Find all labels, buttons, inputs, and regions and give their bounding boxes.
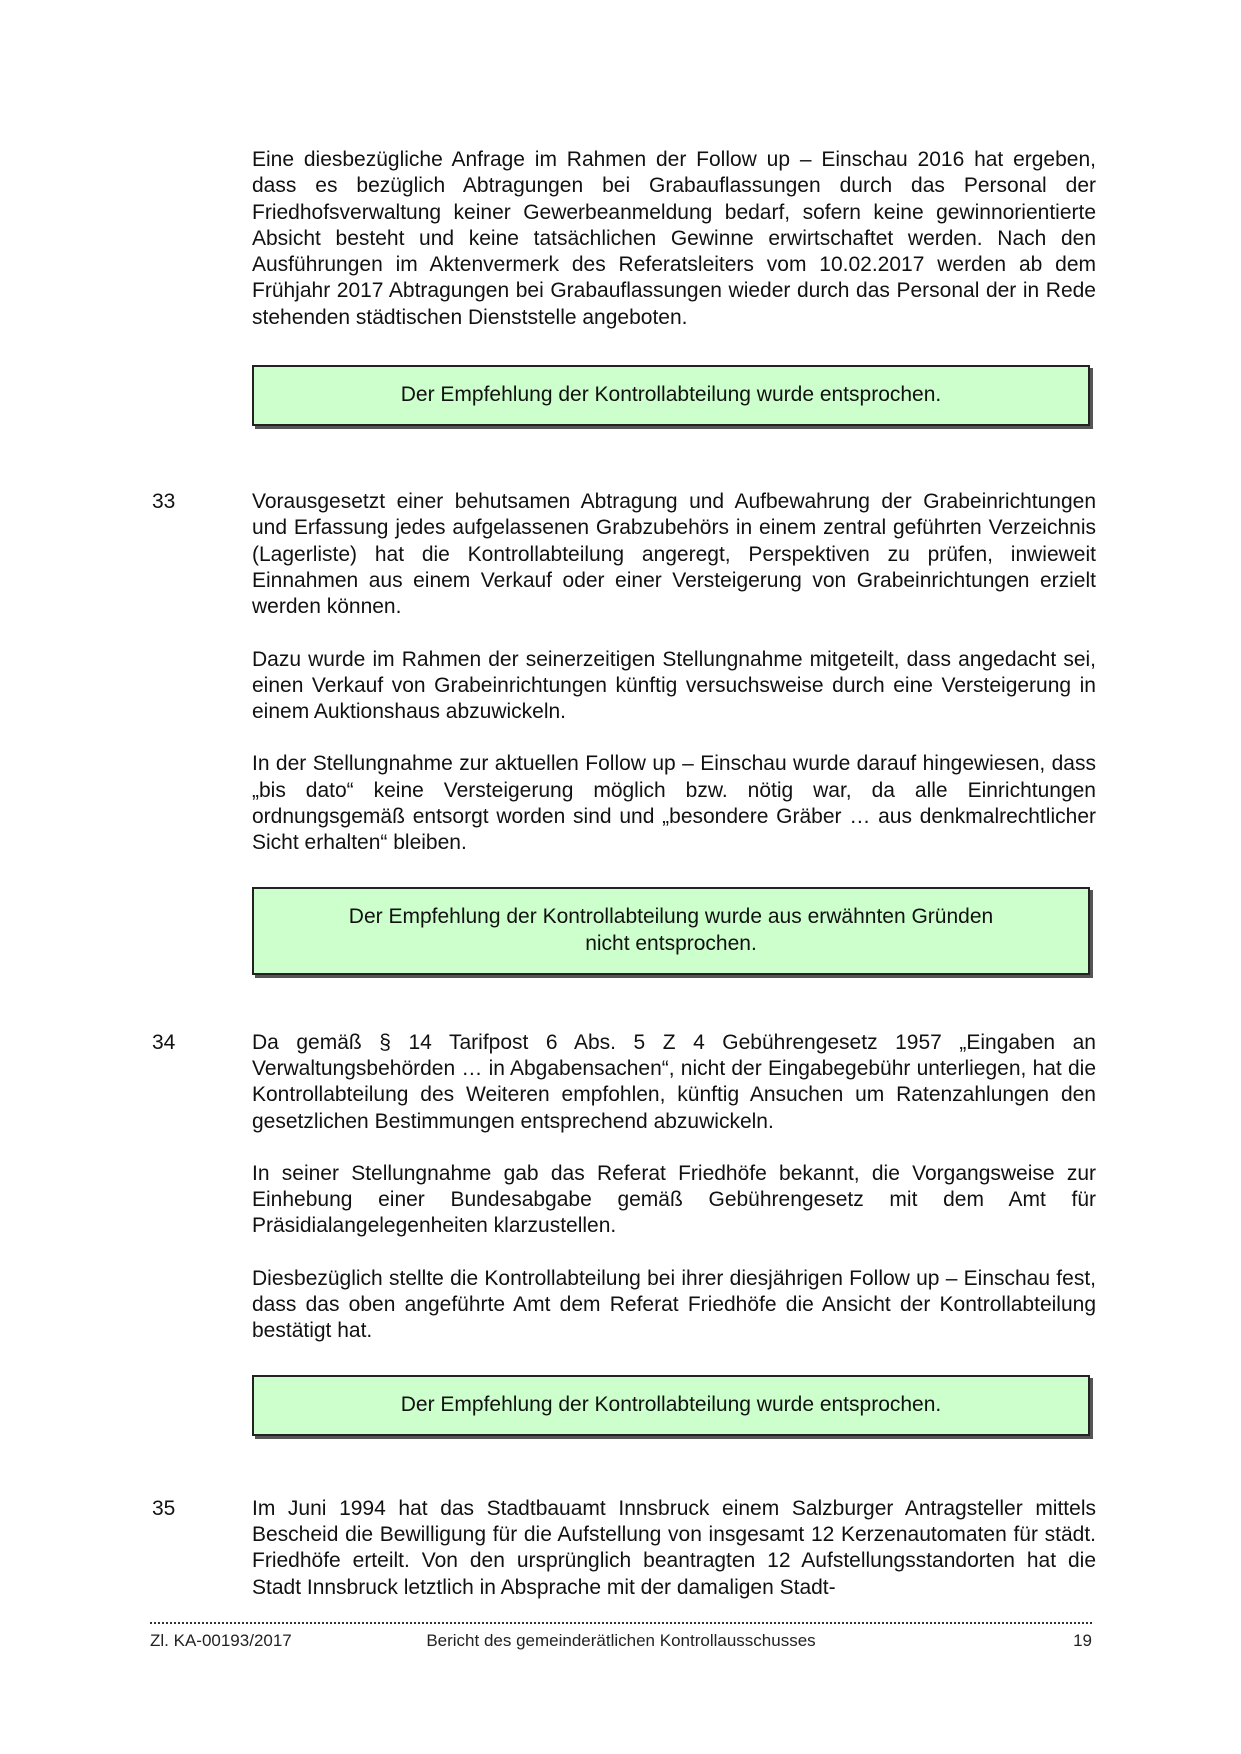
- section-paragraph: Im Juni 1994 hat das Stadtbauamt Innsbruck einem Salzburger Antragsteller mittels Bescheid die Bewilligung für die Aufstellung von insgesamt 12 Kerzenautomaten für städt. Friedhöfe erteilt. Von den ursprünglich beantragten 12 Aufstellungsstandorten hat die Stadt Innsbruck letztlich in Absprache mit der damaligen Stadt-: [252, 1496, 1096, 1599]
- intro-paragraph: Eine diesbezügliche Anfrage im Rahmen der Follow up – Einschau 2016 hat ergeben, dass es bezüglich Abtragungen bei Grabauflassungen durch das Personal der Friedhofsverwaltung keiner Gewerbeanmeldung bedarf, sofern keine gewinnorientierte Absicht besteht und keine tatsächlichen Gewinne erwirtschaftet werden. Nach den Ausführungen im Aktenvermerk des Referatsleiters vom 10.02.2017 werden ab dem Frühjahr 2017 Abtragungen bei Grabauflassungen wieder durch das Personal der in Rede stehenden städtischen Dienststelle angeboten.: [252, 148, 1096, 329]
- section-34: [152, 1030, 1096, 1436]
- result-box-34: [252, 1375, 1090, 1436]
- footer-reference: Zl. KA-00193/2017: [150, 1631, 292, 1650]
- section-paragraph: Da gemäß § 14 Tarifpost 6 Abs. 5 Z 4 Gebührengesetz 1957 „Eingaben an Verwaltungsbehörden … in Abgabensachen“, nicht der Eingabegebühr unterliegen, hat die Kontrollabteilung des Weiteren empfohlen, künftig Ansuchen um Ratenzahlungen den gesetzlichen Bestimmungen entsprechend abzuwickeln.: [252, 1030, 1096, 1133]
- section-paragraph: Dazu wurde im Rahmen der seinerzeitigen Stellungnahme mitgeteilt, dass angedacht sei, einen Verkauf von Grabeinrichtungen künftig versuchsweise durch eine Versteigerung in einem Auktionshaus abzuwickeln.: [252, 647, 1096, 724]
- section-33: [152, 489, 1096, 975]
- section-number: 34: [152, 1030, 176, 1054]
- result-box-33: [252, 887, 1090, 975]
- section-paragraph: Diesbezüglich stellte die Kontrollabteilung bei ihrer diesjährigen Follow up – Einschau fest, dass das oben angeführte Amt dem Referat Friedhöfe die Ansicht der Kontrollabteilung bestätigt hat.: [252, 1266, 1096, 1343]
- result-box-text: Der Empfehlung der Kontrollabteilung wurde entsprochen.: [400, 383, 942, 407]
- footer-page-number: 19: [1073, 1631, 1092, 1650]
- result-box-intro: [252, 365, 1090, 426]
- footer-title: Bericht des gemeinderätlichen Kontrollausschusses: [426, 1631, 816, 1650]
- document-body: [152, 147, 1096, 1601]
- section-paragraph: In der Stellungnahme zur aktuellen Follow up – Einschau wurde darauf hingewiesen, dass „bis dato“ keine Versteigerung möglich bzw. nötig war, da alle Einrichtungen ordnungsgemäß entsorgt worden sind und „besondere Gräber … aus denkmalrechtlicher Sicht erhalten“ bleiben.: [252, 752, 1096, 855]
- result-box-text-line2: nicht entsprochen.: [585, 931, 757, 955]
- section-number: 33: [152, 490, 176, 514]
- section-35: [152, 1496, 1096, 1601]
- result-box-text-line1: Der Empfehlung der Kontrollabteilung wurde aus erwähnten Gründen: [348, 905, 994, 929]
- section-paragraph: Vorausgesetzt einer behutsamen Abtragung und Aufbewahrung der Grabeinrichtungen und Erfassung jedes aufgelassenen Grabzubehörs in einem zentral geführten Verzeichnis (Lagerliste) hat die Kontrollabteilung angeregt, Perspektiven zu prüfen, inwieweit Einnahmen aus einem Verkauf oder einer Versteigerung von Grabeinrichtungen erzielt werden können.: [252, 490, 1096, 619]
- section-paragraph: In seiner Stellungnahme gab das Referat Friedhöfe bekannt, die Vorgangsweise zur Einhebung einer Bundesabgabe gemäß Gebührengesetz mit dem Amt für Präsidialangelegenheiten klarzustellen.: [252, 1161, 1096, 1238]
- footer-divider: [150, 1622, 1092, 1624]
- section-number: 35: [152, 1496, 176, 1520]
- result-box-text: Der Empfehlung der Kontrollabteilung wurde entsprochen.: [400, 1392, 942, 1416]
